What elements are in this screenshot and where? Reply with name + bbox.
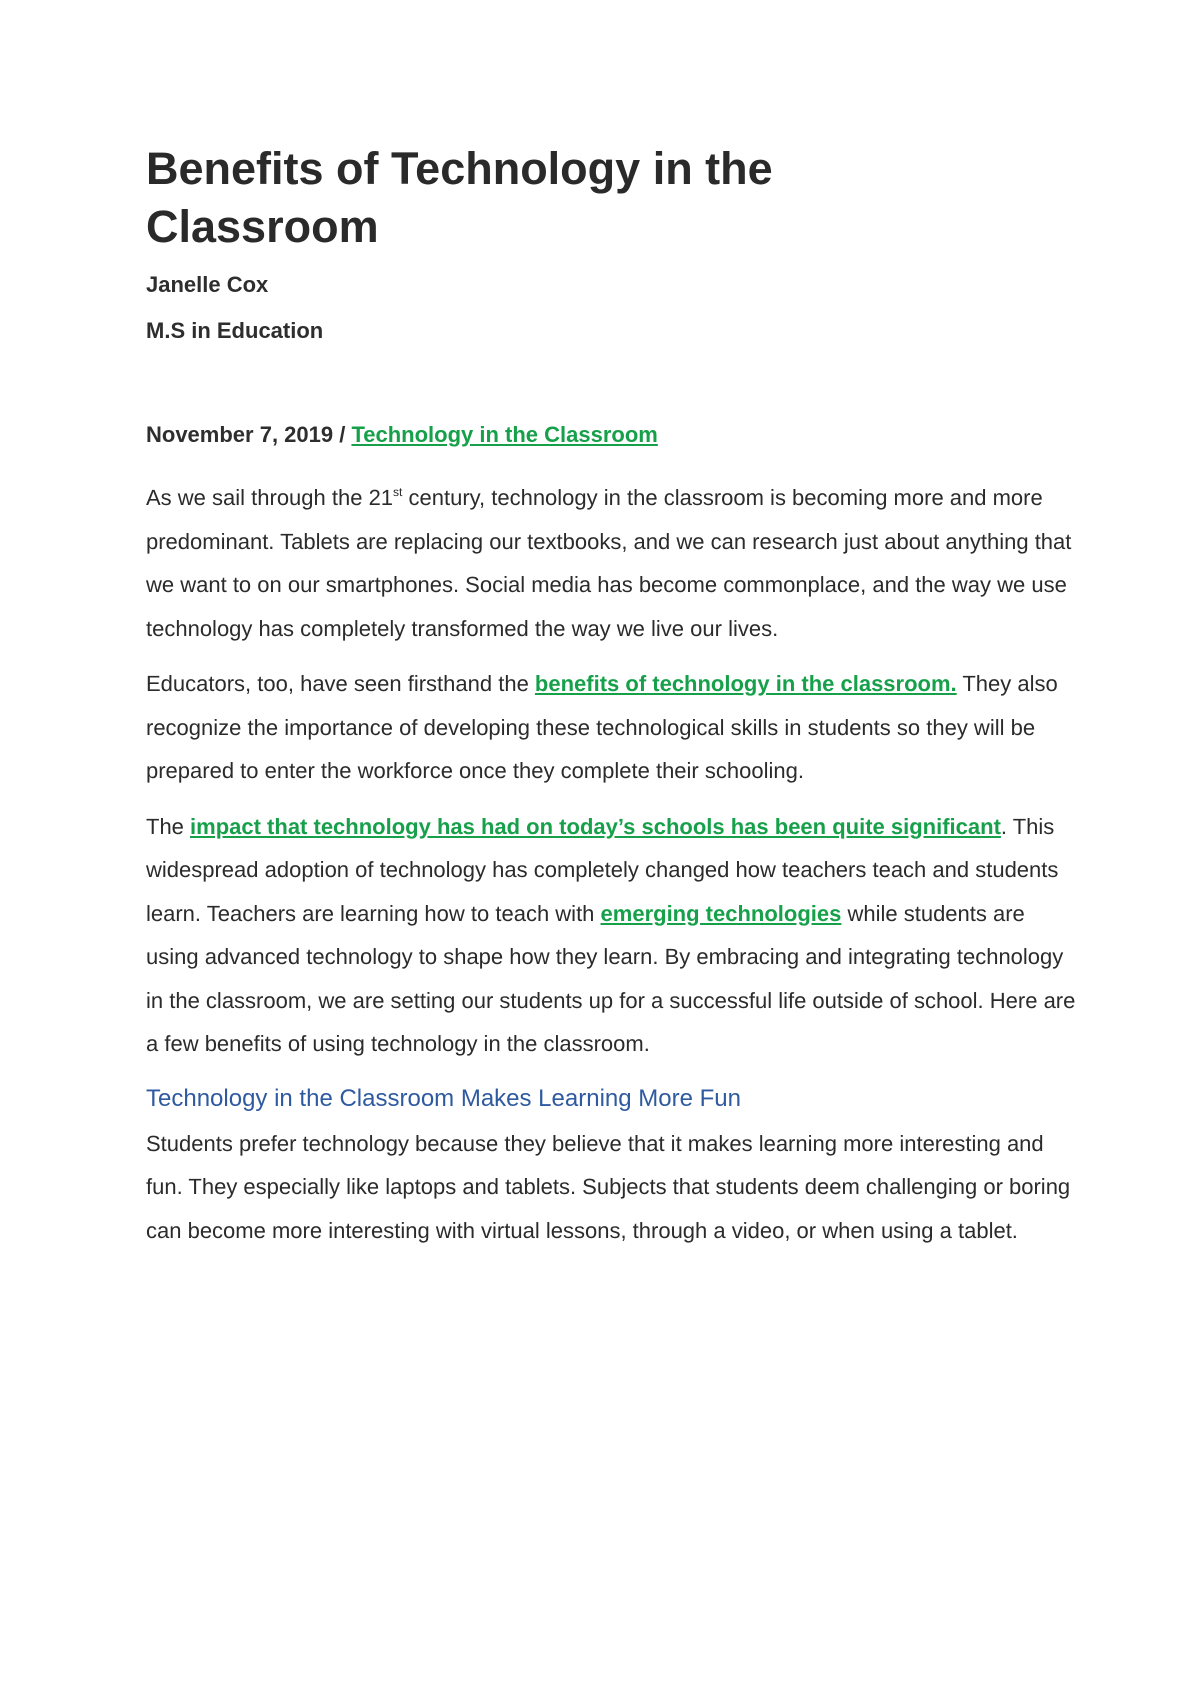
paragraph-text: . This widespread adoption of technology has completely changed how teachers teach and students learn. Teachers are learning how to teach with [146,813,1059,926]
paragraph-text: Educators, too, have seen firsthand the [146,671,535,696]
paragraph-educators [146,662,1076,793]
emerging-technologies-link[interactable]: emerging technologies [600,900,842,926]
article-date: November 7, 2019 [146,422,334,447]
section-paragraph: Students prefer technology because they believe that it makes learning more interesting and fun. They especially like laptops and tablets. Subjects that students deem challenging or boring can become more interesting with virtual lessons, through a video, or when using a tablet. [146,1130,1071,1243]
impact-link[interactable]: impact that technology has had on today’s schools has been quite significant [190,813,1001,839]
paragraph-text: while students are using advanced technology to shape how they learn. By embracing and integrating technology in the classroom, we are setting our students up for a successful life outside of school. Here are a few benefits of using technology in the classroom. [146,900,1076,1056]
section-heading: Technology in the Classroom Makes Learning More Fun [146,1084,741,1112]
paragraph-intro [146,476,1076,650]
category-link[interactable]: Technology in the Classroom [351,422,658,447]
paragraph-text: As we sail through the 21 [146,485,394,510]
paragraph-text: The [146,813,191,839]
paragraph-impact [146,805,1076,1066]
author-name: Janelle Cox [146,272,269,297]
article-meta [146,420,1076,450]
ordinal-suffix: st [393,485,403,499]
meta-separator: / [333,422,352,447]
paragraph-text: century, technology in the classroom is becoming more and more predominant. Tablets are replacing our textbooks, and we can research just about anything that we want to on our smartphones. Social media has become commonplace, and the way we use technology has completely transformed the way we live our lives. [146,485,1072,641]
author-degree: M.S in Education [146,318,324,343]
document-page [146,140,1076,1252]
article-title: Benefits of Technology in the Classroom [146,143,773,252]
paragraph-text: They also recognize the importance of developing these technological skills in students so they will be prepared to enter the workforce once they complete their schooling. [146,671,1058,783]
benefits-link[interactable]: benefits of technology in the classroom. [534,671,957,696]
